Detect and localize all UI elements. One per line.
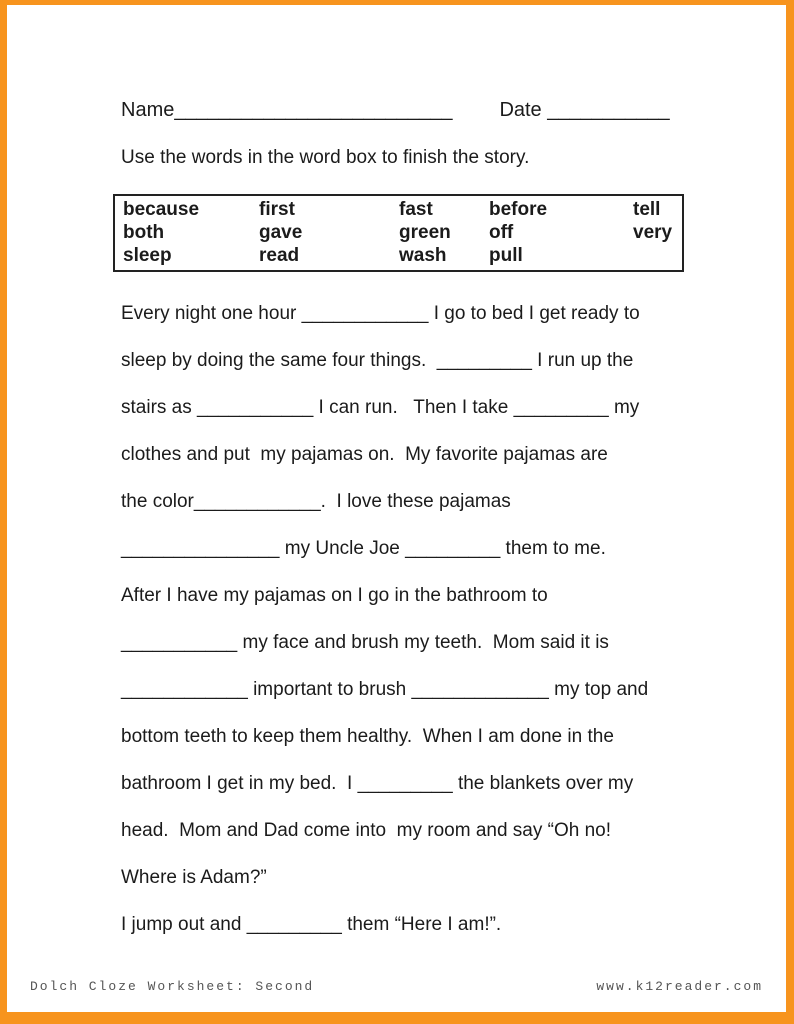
story-line: stairs as ___________ I can run. Then I take _________ my [121,397,640,418]
name-blank-line: _________________________ [174,99,453,121]
date-blank-line: ___________ [547,99,670,121]
word-item: fast [399,199,433,220]
word-box-column-1 [123,198,259,267]
story-line: sleep by doing the same four things. _________ I run up the [121,350,634,371]
word-box-column-4 [489,198,633,267]
word-item: wash [399,245,447,266]
story-line: bottom teeth to keep them healthy. When I am done in the [121,726,614,747]
word-item: tell [633,199,661,220]
word-item: both [123,222,165,243]
story-line: bathroom I get in my bed. I _________ the blankets over my [121,773,634,794]
story-line: I jump out and _________ them “Here I am!”. [121,914,502,935]
date-label: Date [499,99,548,121]
name-label: Name [121,99,175,121]
story-text [121,302,684,937]
footer-website-url: www.k12reader.com [596,979,763,994]
story-line: head. Mom and Dad come into my room and say “Oh no! [121,820,612,841]
footer [7,979,786,994]
word-item: very [633,222,673,243]
name-date-row [121,98,684,122]
story-line: ____________ important to brush _____________ my top and [121,679,649,700]
story-line: After I have my pajamas on I go in the bathroom to [121,585,548,606]
word-item: before [489,199,548,220]
word-item: off [489,222,514,243]
word-item: pull [489,245,523,266]
story-line: Where is Adam?” [121,867,267,888]
instruction-text: Use the words in the word box to finish the story. [121,147,530,168]
story-line: Every night one hour ____________ I go to bed I get ready to [121,303,640,324]
worksheet-content [7,5,786,937]
story-line: the color____________. I love these pajamas [121,491,511,512]
footer-worksheet-title: Dolch Cloze Worksheet: Second [30,979,315,994]
story-line: clothes and put my pajamas on. My favorite pajamas are [121,444,608,465]
word-box-column-2 [259,198,399,267]
word-item: read [259,245,300,266]
word-box-column-5 [633,198,674,267]
word-item: green [399,222,451,243]
story-line: ___________ my face and brush my teeth. Mom said it is [121,632,609,653]
word-item: first [259,199,295,220]
word-item: because [123,199,200,220]
word-box [113,194,684,272]
word-box-column-3 [399,198,489,267]
word-item: gave [259,222,303,243]
word-item: sleep [123,245,172,266]
story-line: _______________ my Uncle Joe _________ them to me. [121,538,606,559]
